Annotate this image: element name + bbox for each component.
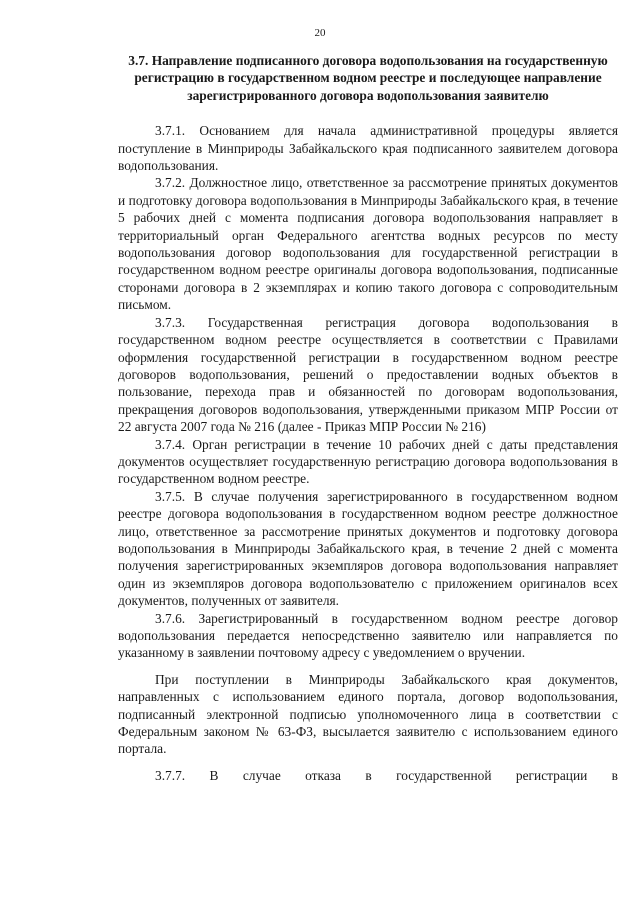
page-number: 20 bbox=[314, 27, 326, 39]
paragraph-3-7-4: 3.7.4. Орган регистрации в течение 10 рабочих дней с даты представления документов осуществляет государственную регистрацию договора водопользования в государственном водном реестре. bbox=[118, 436, 618, 487]
section-heading: 3.7. Направление подписанного договора водопользования на государственную регистрацию в государственном водном реестре и последующее направление зарегистрированного договора водопользования заявителю bbox=[128, 53, 608, 103]
paragraph-3-7-3: 3.7.3. Государственная регистрация договора водопользования в государственном водном реестре осуществляется в соответствии с Правилами оформления государственной регистрации в государственном водном реестре договоров водопользования, решений о предоставлении водных объектов в пользование, перехода прав и обязанностей по договорам водопользования, прекращения договоров водопользования, утвержденными приказом МПР России от 22 августа 2007 года № 216 (далее - Приказ МПР России № 216) bbox=[118, 314, 618, 435]
paragraph-electronic-portal: При поступлении в Минприроды Забайкальского края документов, направленных с использованием единого портала, договор водопользования, подписанный электронной подписью уполномоченного лица в соответствии с Федеральным законом № 63-ФЗ, высылается заявителю с использованием единого портала. bbox=[118, 671, 618, 757]
paragraph-3-7-2: 3.7.2. Должностное лицо, ответственное за рассмотрение принятых документов и подготовку договора водопользования в Минприроды Забайкальского края, в течение 5 рабочих дней с момента подписания договора водопользования направляет в территориальный орган Федерального агентства водных ресурсов по месту водопользования договор водопользования для государственной регистрации в государственном водном реестре оригиналы договора водопользования, подписанные сторонами договора в 2 экземплярах и копию такого договора с сопроводительным письмом. bbox=[118, 175, 618, 313]
paragraph-3-7-5: 3.7.5. В случае получения зарегистрированного в государственном водном реестре договора водопользования в государственном водном реестре должностное лицо, ответственное за рассмотрение принятых документов и подготовку договора водопользования в Минприроды Забайкальского края, в течение 2 дней с момента получения зарегистрированных экземпляров договора водопользования направляет один из экземпляров договора водопользователю с приложением оригиналов всех документов, полученных от заявителя. bbox=[118, 488, 618, 609]
paragraph-3-7-6: 3.7.6. Зарегистрированный в государственном водном реестре договор водопользования передается непосредственно заявителю или направляется по указанному в заявлении почтовому адресу с уведомлением о вручении. bbox=[118, 610, 618, 661]
document-body bbox=[118, 52, 618, 784]
paragraph-3-7-7: 3.7.7. В случае отказа в государственной регистрации в bbox=[155, 767, 618, 783]
paragraph-3-7-1: 3.7.1. Основанием для начала административной процедуры является поступление в Минприроды Забайкальского края подписанного заявителем договора водопользования. bbox=[118, 123, 618, 174]
